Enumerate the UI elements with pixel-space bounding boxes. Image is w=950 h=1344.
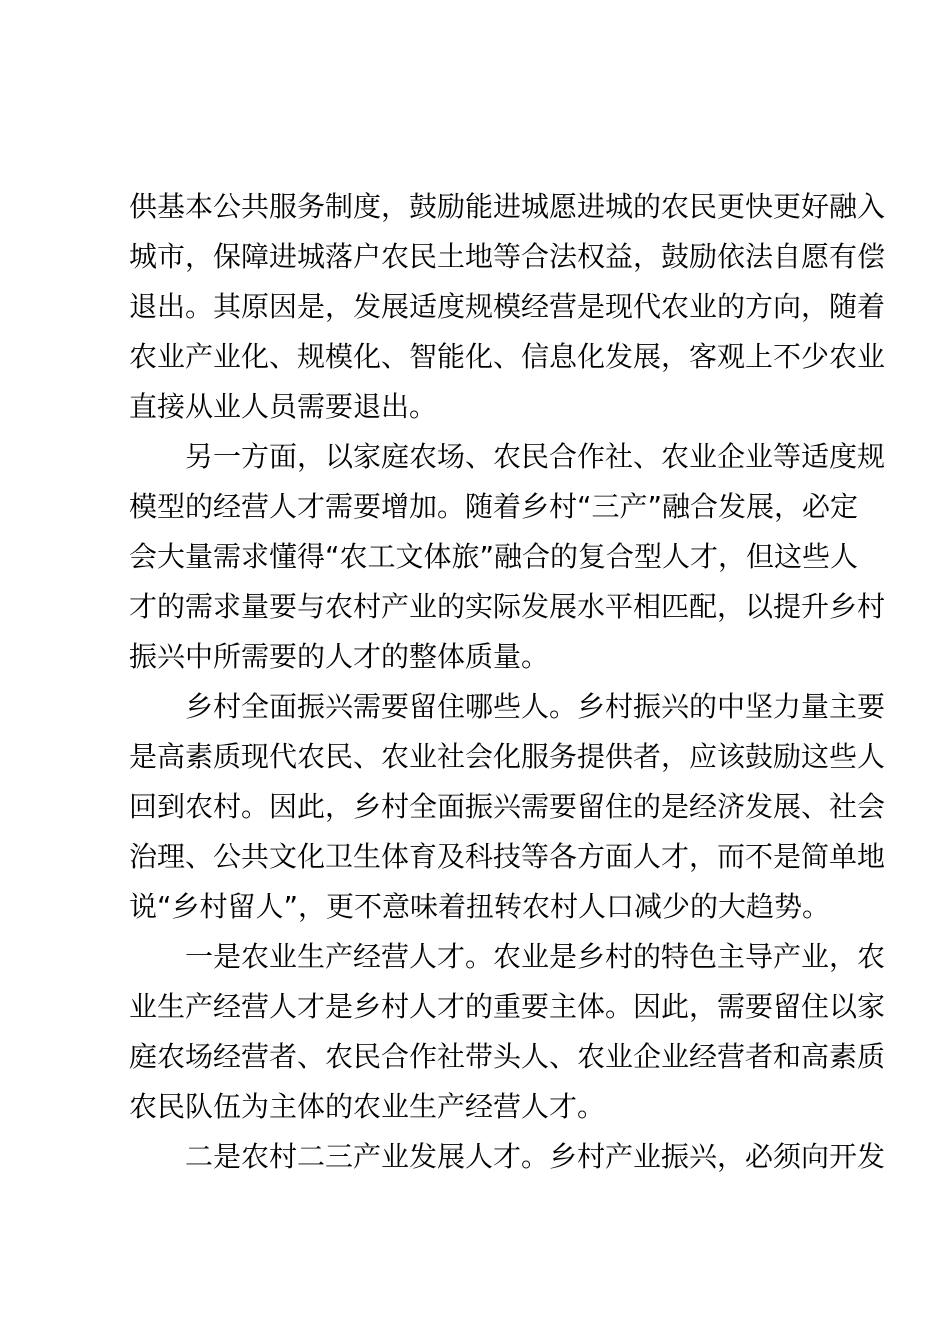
- paragraph-line: 振兴中所需要的人才的整体质量。: [129, 640, 550, 673]
- paragraph-line: 农业产业化、规模化、智能化、信息化发展，客观上不少农业: [129, 340, 886, 373]
- paragraph-line: 二是农村二三产业发展人才。乡村产业振兴，必须向开发: [185, 1140, 886, 1173]
- paragraph-line: 会大量需求懂得“农工文体旅”融合的复合型人才，但这些人: [129, 540, 859, 573]
- paragraph-line: 乡村全面振兴需要留住哪些人。乡村振兴的中坚力量主要: [185, 690, 886, 723]
- paragraph-line: 治理、公共文化卫生体育及科技等各方面人才，而不是简单地: [129, 840, 886, 873]
- paragraph-line: 是高素质现代农民、农业社会化服务提供者，应该鼓励这些人: [129, 740, 886, 773]
- paragraph-line: 才的需求量要与农村产业的实际发展水平相匹配，以提升乡村: [129, 590, 886, 623]
- paragraph-line: 农民队伍为主体的农业生产经营人才。: [129, 1090, 606, 1123]
- document-body: [129, 182, 886, 1182]
- paragraph-line: 城市，保障进城落户农民土地等合法权益，鼓励依法自愿有偿: [129, 240, 886, 273]
- paragraph-line: 一是农业生产经营人才。农业是乡村的特色主导产业，农: [185, 940, 886, 973]
- paragraph-line: 供基本公共服务制度，鼓励能进城愿进城的农民更快更好融入: [129, 190, 886, 223]
- paragraph-line: 另一方面，以家庭农场、农民合作社、农业企业等适度规: [185, 440, 886, 473]
- paragraph-line: 说“乡村留人”，更不意味着扭转农村人口减少的大趋势。: [129, 890, 831, 923]
- paragraph-line: 回到农村。因此，乡村全面振兴需要留住的是经济发展、社会: [129, 790, 886, 823]
- paragraph-line: 庭农场经营者、农民合作社带头人、农业企业经营者和高素质: [129, 1040, 886, 1073]
- paragraph-line: 模型的经营人才需要增加。随着乡村“三产”融合发展，必定: [129, 490, 859, 523]
- paragraph-line: 退出。其原因是，发展适度规模经营是现代农业的方向，随着: [129, 290, 886, 323]
- paragraph-line: 直接从业人员需要退出。: [129, 390, 438, 423]
- paragraph-line: 业生产经营人才是乡村人才的重要主体。因此，需要留住以家: [129, 990, 886, 1023]
